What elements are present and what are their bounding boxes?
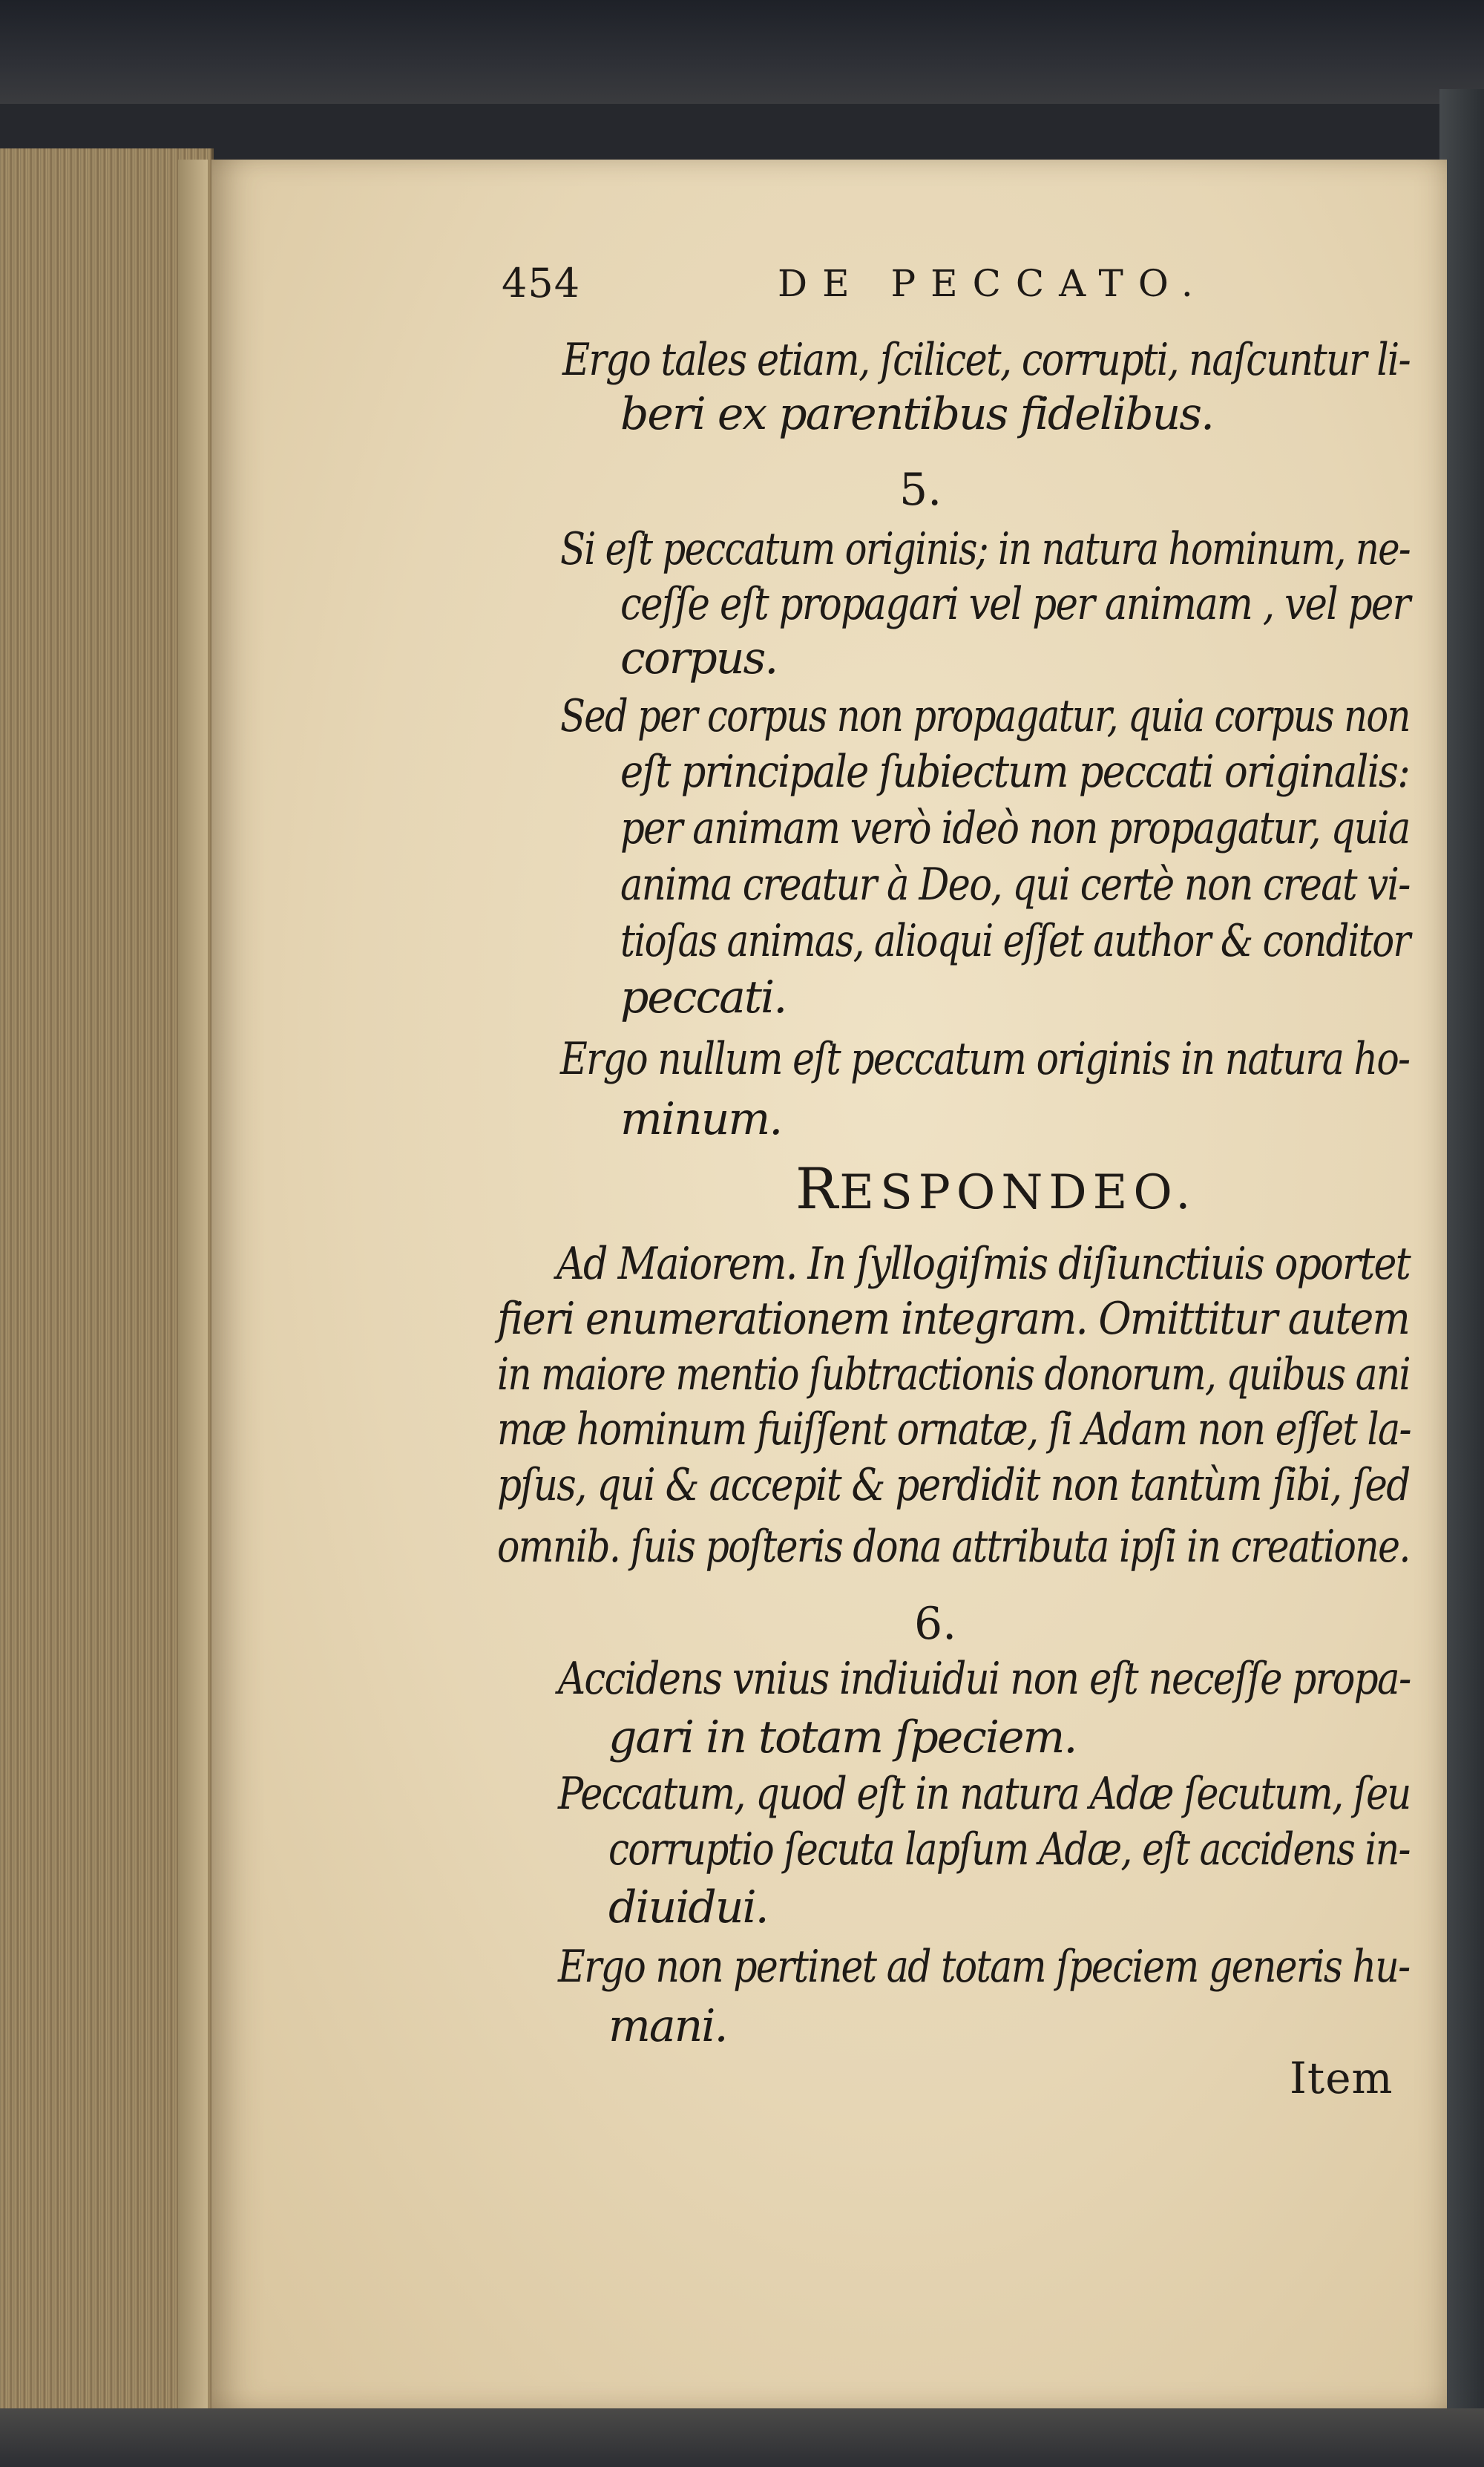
text-line: Peccatum, quod eſt in natura Adæ ſecutum, ſeu xyxy=(558,1768,1411,1820)
text-line: corruptio ſecuta lapſum Adæ, eſt accidens in- xyxy=(608,1824,1410,1875)
text-line: Ergo nullum eſt peccatum originis in natura ho- xyxy=(560,1033,1410,1085)
top-page-edges xyxy=(0,0,1484,104)
text-line: Sed per corpus non propagatur, quia corpus non xyxy=(560,690,1410,742)
page-number: 454 xyxy=(502,260,581,307)
text-line: minum. xyxy=(620,1093,782,1145)
text-line: in maiore mentio ſubtractionis donorum, quibus ani xyxy=(497,1349,1410,1400)
bottom-edge xyxy=(0,2408,1484,2467)
text-line: Si eſt peccatum originis; in natura hominum, ne- xyxy=(560,523,1411,575)
respondeo-initial: R xyxy=(795,1156,840,1222)
text-line: Ergo tales etiam, ſcilicet, corrupti, naſcuntur li- xyxy=(562,334,1411,386)
text-line: pſus, qui & accepit & perdidit non tantùm ſibi, ſed xyxy=(497,1459,1410,1511)
text-line: fieri enumerationem integram. Omittitur autem xyxy=(497,1293,1409,1345)
text-line: Ergo non pertinet ad totam ſpeciem generis hu- xyxy=(558,1941,1410,1993)
text-line: corpus. xyxy=(620,632,778,684)
text-line: per animam verò ideò non propagatur, quia xyxy=(620,802,1410,854)
respondeo-rest: ESPONDEO. xyxy=(839,1165,1197,1220)
text-line: anima creatur à Deo, qui certè non creat vi- xyxy=(620,859,1410,911)
running-title: DE PECCATO. xyxy=(778,262,1208,305)
text-line: Ad Maiorem. In ſyllogiſmis diſiunctiuis oportet xyxy=(556,1238,1410,1290)
text-line: ceſſe eſt propagari vel per animam , vel per xyxy=(620,578,1410,630)
text-line: omnib. ſuis poſteris dona attributa ipſi in creatione. xyxy=(497,1521,1410,1573)
text-line: peccati. xyxy=(620,972,787,1023)
text-line: Accidens vnius indiuidui non eſt neceſſe propa- xyxy=(558,1653,1411,1705)
section-number: 5. xyxy=(899,464,942,516)
text-line: beri ex parentibus fidelibus. xyxy=(620,388,1214,440)
text-line: mani. xyxy=(608,2000,727,2052)
catchword: Item xyxy=(1290,2053,1393,2103)
leaf-edge xyxy=(178,160,208,2416)
text-line: gari in totam ſpeciem. xyxy=(608,1711,1077,1763)
text-line: tioſas animas, alioqui eſſet author & conditor xyxy=(620,915,1410,967)
text-line: eſt principale ſubiectum peccati originalis: xyxy=(620,746,1410,798)
text-line: diuidui. xyxy=(608,1881,768,1933)
respondeo-heading xyxy=(795,1156,1197,1222)
text-line: mæ hominum fuiſſent ornatæ, ſi Adam non eſſet la- xyxy=(497,1403,1411,1455)
section-number: 6. xyxy=(914,1598,957,1650)
